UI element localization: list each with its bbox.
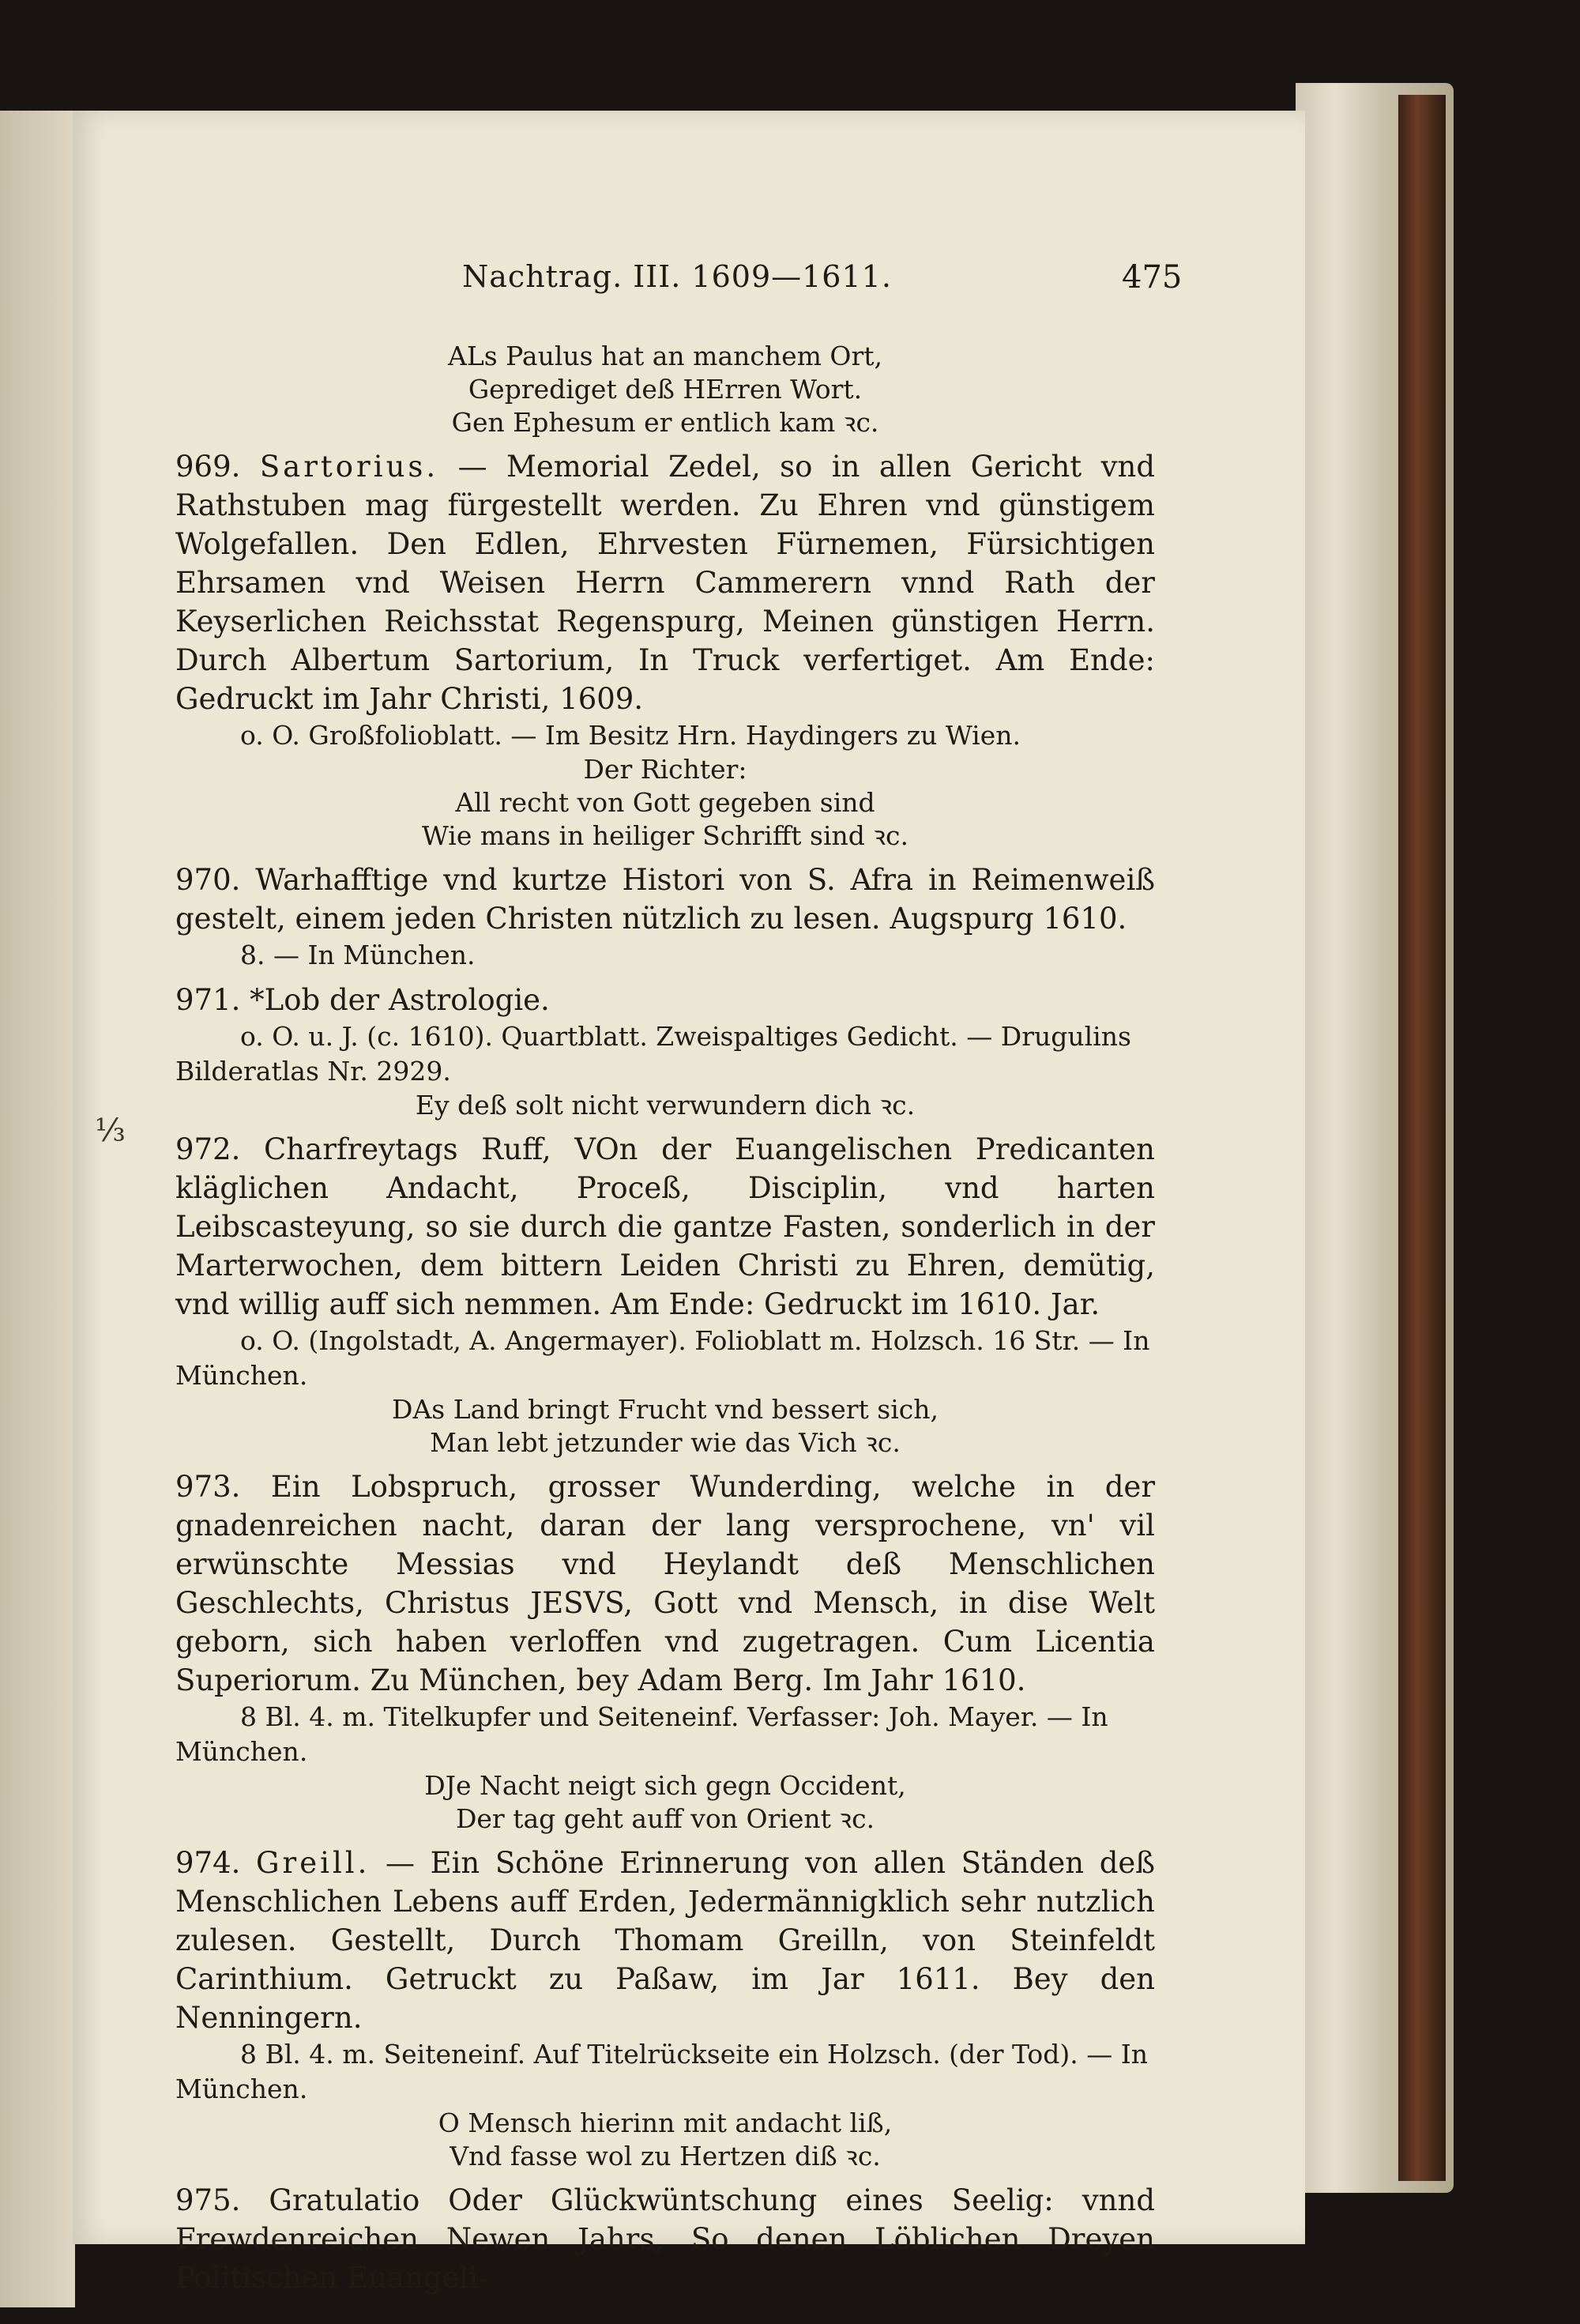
entry-meta: o. O. (Ingolstadt, A. Angermayer). Folioblatt m. Holzsch. 16 Str. — In München. — [175, 1325, 1150, 1391]
margin-mark: ⅓ — [95, 1113, 126, 1149]
entry-author: Greill. — [255, 1846, 371, 1880]
facing-page-edge — [0, 111, 75, 2307]
verse-line: DJe Nacht neigt sich gegn Occident, — [424, 1770, 906, 1801]
entry-verse — [175, 2107, 1155, 2173]
entry-number: 971. — [175, 983, 241, 1017]
entry-verse — [175, 1089, 1155, 1122]
verse-line: Man lebt jetzunder wie das Vich ꝛc. — [430, 1427, 901, 1458]
running-title: Nachtrag. III. 1609—1611. — [462, 259, 892, 294]
entry-title: Gratulatio Oder Glückwüntschung eines Seelig: vnnd Frewdenreichen Newen Jahrs, So denen Löblichen Dreyen Politischen Euangeli- — [175, 2183, 1156, 2295]
book-cover-edge — [1398, 95, 1446, 2181]
entry-meta: o. O. Großfolioblatt. — Im Besitz Hrn. Haydingers zu Wien. — [240, 720, 1021, 751]
entry-969 — [175, 447, 1155, 718]
entry-number: 974. — [175, 1846, 241, 1880]
entry-number: 973. — [175, 1470, 241, 1504]
verse-line: O Mensch hierinn mit andacht liß, — [438, 2107, 893, 2138]
entry-meta: 8 Bl. 4. m. Seiteneinf. Auf Titelrückseite ein Holzsch. (der Tod). — In München. — [175, 2039, 1149, 2104]
entry-972 — [175, 1130, 1155, 1324]
entry-title: — Ein Schöne Erinnerung von allen Ständen deß Menschlichen Lebens auff Erden, Jedermännigklich sehr nutzlich zulesen. Gestellt, Durch Thomam Greilln, von Steinfeldt Carinthium. Getruckt zu Paßaw, im Jar 1611. Bey den Nenningern. — [175, 1846, 1156, 2035]
entry-verse — [175, 1393, 1155, 1460]
entry-number: 970. — [175, 863, 241, 897]
entry-title: Warhafftige vnd kurtze Histori von S. Afra in Reimenweiß gestelt, einem jeden Christen nützlich zu lesen. Augspurg 1610. — [175, 863, 1155, 936]
verse-line: Gen Ephesum er entlich kam ꝛc. — [451, 407, 879, 438]
verse-line: All recht von Gott gegeben sind — [455, 787, 875, 818]
verse-line: Geprediget deß HErren Wort. — [468, 374, 863, 405]
entry-971 — [175, 981, 1155, 1019]
verse-line: Vnd fasse wol zu Hertzen diß ꝛc. — [450, 2141, 881, 2171]
verse-line: Der tag geht auff von Orient ꝛc. — [455, 1803, 875, 1834]
entry-970 — [175, 861, 1155, 938]
entry-number: 969. — [175, 450, 241, 484]
entry-title: Ein Lobspruch, grosser Wunderding, welche in der gnadenreichen nacht, daran der lang versprochene, vn' vil erwünschte Messias vnd Heylandt deß Menschlichen Geschlechts, Christus JESVS, Gott vnd Mensch, in dise Welt geborn, sich haben verloffen vnd zugetragen. Cum Licentia Superiorum. Zu München, bey Adam Berg. Im Jahr 1610. — [175, 1470, 1156, 1697]
verse-line: ALs Paulus hat an manchem Ort, — [448, 341, 882, 371]
verse-line: DAs Land bringt Frucht vnd bessert sich, — [392, 1394, 939, 1425]
entry-meta: 8. — In München. — [240, 940, 476, 970]
entry-meta: o. O. u. J. (c. 1610). Quartblatt. Zweispaltiges Gedicht. — Drugulins Bilderatlas Nr. 2929. — [175, 1021, 1131, 1087]
entry-973 — [175, 1467, 1155, 1700]
entry-975 — [175, 2181, 1155, 2297]
entry-number: 972. — [175, 1132, 241, 1166]
entry-title: Charfreytags Ruff, VOn der Euangelischen Predicanten kläglichen Andacht, Proceß, Disciplin, vnd harten Leibscasteyung, so sie durch die gantze Fasten, sonderlich in der Marterwochen, dem bittern Leiden Christi zu Ehren, demütig, vnd willig auff sich nemmen. Am Ende: Gedruckt im 1610. Jar. — [175, 1132, 1156, 1321]
verse-line: Wie mans in heiliger Schrifft sind ꝛc. — [421, 820, 909, 851]
page-number: 475 — [1122, 259, 1183, 296]
entry-meta: 8 Bl. 4. m. Titelkupfer und Seiteneinf. Verfasser: Joh. Mayer. — In München. — [175, 1701, 1108, 1767]
entry-title: *Lob der Astrologie. — [250, 983, 550, 1017]
page-content — [175, 340, 1155, 2297]
entry-verse — [175, 1769, 1155, 1836]
entry-author: Sartorius. — [259, 450, 439, 484]
entry-title: — Memorial Zedel, so in allen Gericht vnd Rathstuben mag fürgestellt werden. Zu Ehren vnd günstigem Wolgefallen. Den Edlen, Ehrvesten Fürnemen, Fürsichtigen Ehrsamen vnd Weisen Herrn Cammerern vnnd Rath der Keyserlichen Reichsstat Regenspurg, Meinen günstigen Herrn. Durch Albertum Sartorium, In Truck verfertiget. Am Ende: Gedruckt im Jahr Christi, 1609. — [175, 450, 1156, 716]
verse-line: Der Richter: — [583, 754, 747, 785]
entry-974 — [175, 1844, 1155, 2037]
entry-number: 975. — [175, 2183, 241, 2217]
opening-verse — [175, 340, 1155, 439]
entry-verse — [175, 753, 1155, 853]
verse-line: Ey deß solt nicht verwundern dich ꝛc. — [415, 1090, 916, 1121]
